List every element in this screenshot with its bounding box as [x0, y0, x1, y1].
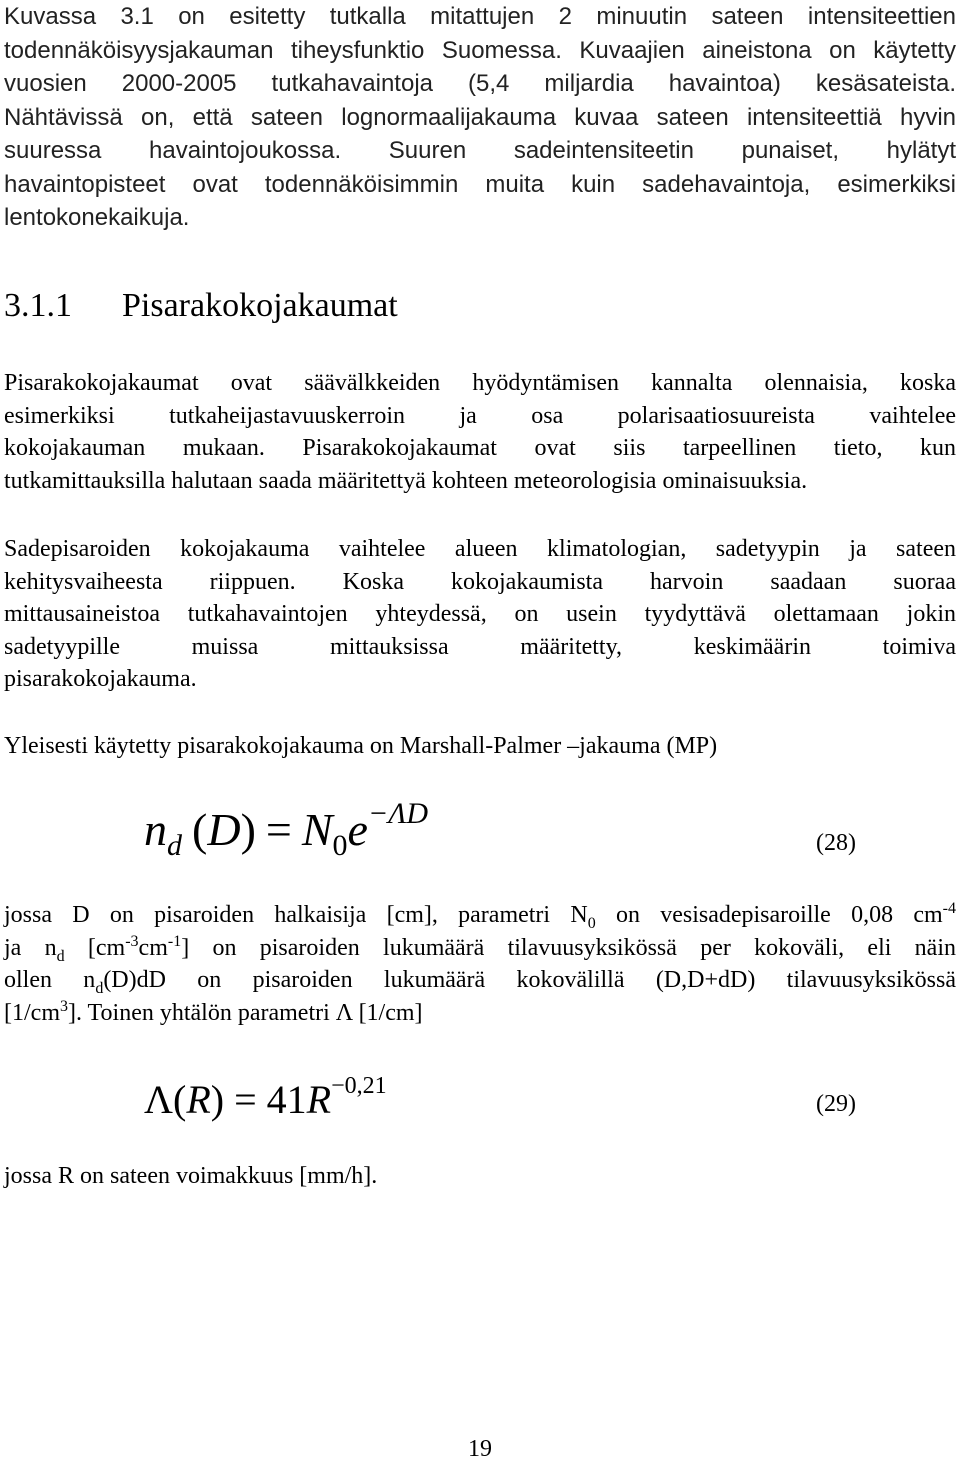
equation-29	[0, 1065, 960, 1135]
section-number: 3.1.1	[4, 287, 72, 324]
subscript: d	[95, 979, 104, 997]
page-number: 19	[468, 1436, 492, 1462]
eq29-exponent: −0,21	[331, 1072, 387, 1099]
paragraph-line	[4, 964, 956, 997]
eq29-close-paren: )	[210, 1077, 225, 1122]
paragraph-line: sadetyypille muissa mittauksissa määritetty, keskimäärin toimiva	[4, 633, 956, 660]
superscript: -3	[125, 932, 139, 950]
eq28-D: D	[207, 804, 241, 855]
intro-line: Nähtävissä on, että sateen lognormaalijakauma kuvaa sateen intensiteettiä hyvin	[4, 103, 956, 131]
eq29-lambda: Λ	[144, 1077, 174, 1122]
eq28-exponent: −ΛD	[367, 796, 428, 830]
intro-line: Kuvassa 3.1 on esitetty tutkalla mitattujen 2 minuutin sateen intensiteettien	[4, 3, 956, 30]
eq28-e: e	[347, 804, 368, 855]
paragraph-line: jossa R on sateen voimakkuus [mm/h].	[4, 1163, 378, 1189]
eq28-N-sub: 0	[332, 829, 348, 863]
section-heading	[4, 284, 398, 328]
intro-line: vuosien 2000-2005 tutkahavaintoja (5,4 miljardia havaintoa) kesäsateista.	[4, 70, 956, 97]
paragraph-line: esimerkiksi tutkaheijastavuuskerroin ja osa polarisaatiosuureista vaihtelee	[4, 402, 956, 429]
superscript: 3	[59, 997, 68, 1015]
paragraph-line: kokojakauman mukaan. Pisarakokojakaumat ovat siis tarpeellinen tieto, kun	[4, 435, 956, 461]
equation-28-body	[144, 790, 428, 870]
intro-line: lentokonekaikuja.	[4, 204, 190, 231]
eq29-equals: =	[234, 1077, 257, 1122]
intro-paragraph	[4, 0, 956, 235]
text-run: (D)dD on pisaroiden lukumäärä kokovälillä (D,D+dD) tilavuusyksikössä	[103, 967, 956, 993]
text-run: [1/cm	[4, 999, 60, 1026]
text-run: jossa D on pisaroiden halkaisija [cm], parametri N	[4, 902, 588, 928]
text-run: on vesisadepisaroille 0,08 cm	[595, 902, 943, 928]
subscript: d	[56, 947, 65, 965]
paragraph-drop-size-variation	[4, 533, 956, 696]
text-run: ollen n	[4, 967, 96, 993]
text-run: cm	[138, 934, 168, 961]
paragraph-line: Sadepisaroiden kokojakauma vaihtelee alueen klimatologian, sadetyypin ja sateen	[4, 536, 956, 562]
superscript: -4	[942, 900, 956, 917]
paragraph-line: Pisarakokojakaumat ovat säävälkkeiden hyödyntämisen kannalta olennaisia, koska	[4, 370, 956, 396]
intro-line: todennäköisyysjakauman tiheysfunktio Suomessa. Kuvaajien aineistona on käytetty	[4, 36, 956, 64]
text-run: ]. Toinen yhtälön parametri Λ [1/cm]	[67, 999, 423, 1026]
eq28-n-sub: d	[167, 829, 182, 863]
eq28-close-paren: )	[240, 804, 256, 855]
eq28-open-paren: (	[192, 804, 208, 855]
paragraph-line: tutkamittauksilla halutaan saada määritettyä kohteen meteorologisia ominaisuuksia.	[4, 467, 808, 494]
eq29-R: R	[186, 1077, 211, 1122]
paragraph-marshall-palmer-intro	[4, 730, 956, 763]
eq29-R-power: R	[306, 1077, 332, 1122]
paragraph-line: pisarakokojakauma.	[4, 666, 197, 692]
subscript: 0	[587, 914, 596, 932]
eq28-N: N	[301, 804, 333, 855]
equation-28	[0, 790, 960, 870]
eq29-open-paren: (	[173, 1077, 187, 1122]
text-run: ja n	[4, 934, 57, 961]
paragraph-line	[4, 899, 956, 932]
section-title: Pisarakokojakaumat	[122, 287, 398, 324]
paragraph-line: Yleisesti käytetty pisarakokojakauma on Marshall-Palmer –jakauma (MP)	[4, 733, 718, 759]
intro-line: havaintopisteet ovat todennäköisimmin muita kuin sadehavaintoja, esimerkiksi	[4, 170, 956, 198]
paragraph-line: mittausaineistoa tutkahavaintojen yhteydessä, on usein tyydyttävä olettamaan jokin	[4, 601, 956, 627]
superscript: -1	[167, 932, 182, 950]
equation-28-number: (28)	[816, 830, 856, 856]
intro-line: suuressa havaintojoukossa. Suuren sadeintensiteetin punaiset, hylätyt	[4, 137, 956, 164]
eq28-equals: =	[265, 804, 292, 855]
paragraph-rain-intensity	[4, 1160, 956, 1193]
paragraph-line: kehitysvaiheesta riippuen. Koska kokojakaumista harvoin saadaan suoraa	[4, 568, 956, 595]
equation-29-body	[144, 1065, 387, 1135]
eq29-coefficient: 41	[266, 1077, 307, 1122]
paragraph-drop-size-importance	[4, 367, 956, 497]
paragraph-parameters	[4, 899, 956, 1029]
text-run: ] on pisaroiden lukumäärä tilavuusyksikössä per kokoväli, eli näin	[181, 934, 957, 961]
equation-29-number: (29)	[816, 1091, 856, 1117]
paragraph-line	[4, 997, 956, 1030]
text-run: [cm	[64, 934, 126, 961]
eq28-n: n	[144, 804, 167, 855]
paragraph-line	[4, 932, 956, 965]
